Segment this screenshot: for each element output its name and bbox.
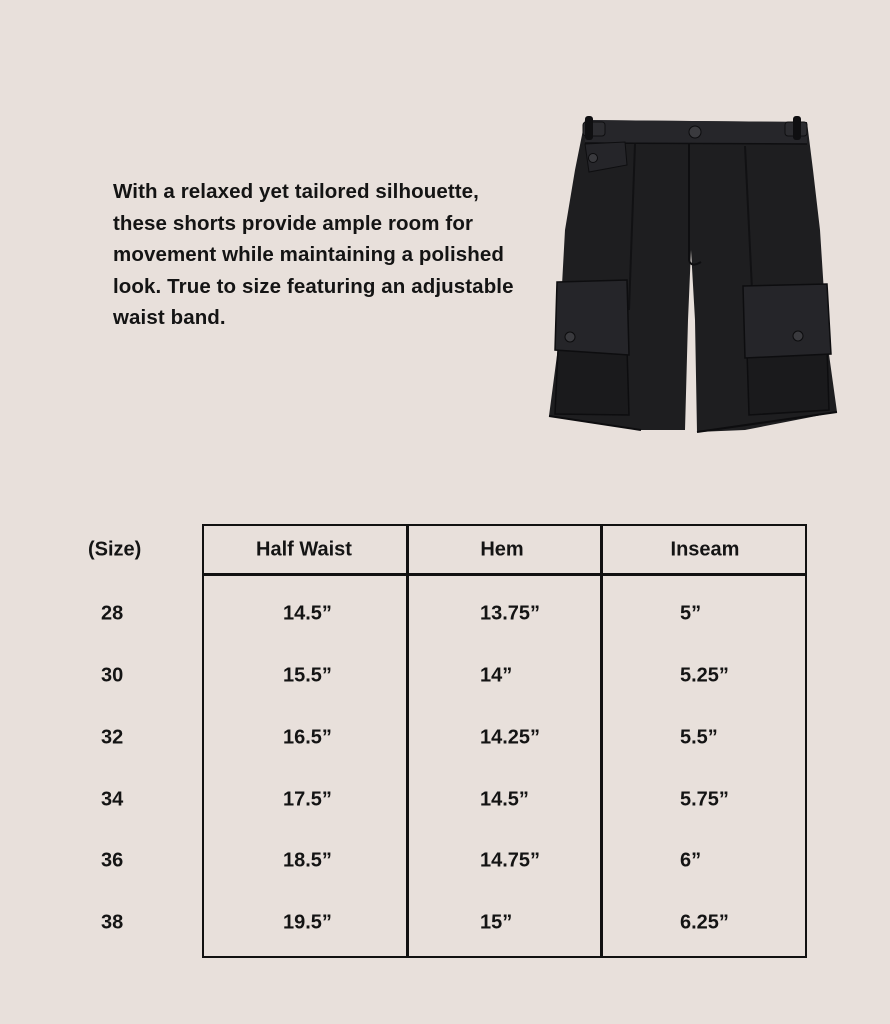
size-value: 38	[101, 911, 124, 934]
inseam-value: 6.25”	[680, 911, 729, 934]
hem-value: 14.5”	[480, 788, 529, 811]
size-column-label: (Size)	[88, 538, 142, 561]
hem-value: 14.25”	[480, 726, 541, 749]
size-value: 36	[101, 849, 124, 872]
column-header-hem: Hem	[480, 538, 524, 561]
size-value: 32	[101, 726, 124, 749]
hem-value: 15”	[480, 911, 513, 934]
hem-value: 14.75”	[480, 849, 541, 872]
half-waist-value: 14.5”	[283, 602, 332, 625]
description-line: movement while maintaining a polished	[113, 243, 504, 266]
size-value: 30	[101, 664, 124, 687]
description-line: With a relaxed yet tailored silhouette,	[113, 180, 479, 203]
half-waist-value: 19.5”	[283, 911, 332, 934]
size-value: 34	[101, 788, 124, 811]
hem-value: 13.75”	[480, 602, 541, 625]
column-divider	[600, 524, 603, 958]
inseam-value: 5.5”	[680, 726, 718, 749]
size-value: 28	[101, 602, 124, 625]
header-divider	[202, 573, 807, 576]
inseam-value: 5”	[680, 602, 702, 625]
hem-value: 14”	[480, 664, 513, 687]
description-line: look. True to size featuring an adjustable	[113, 274, 514, 298]
description-line: these shorts provide ample room for	[113, 211, 474, 235]
half-waist-value: 15.5”	[283, 664, 332, 687]
product-image-shorts	[545, 110, 841, 435]
column-header-half-waist: Half Waist	[256, 538, 352, 561]
inseam-value: 6”	[680, 849, 702, 872]
description-line: waist band.	[113, 306, 226, 329]
half-waist-value: 17.5”	[283, 788, 332, 811]
inseam-value: 5.75”	[680, 788, 729, 811]
half-waist-value: 18.5”	[283, 849, 332, 872]
column-divider	[406, 524, 409, 958]
column-header-inseam: Inseam	[670, 538, 740, 561]
half-waist-value: 16.5”	[283, 726, 332, 749]
product-description	[113, 176, 553, 334]
inseam-value: 5.25”	[680, 664, 729, 687]
